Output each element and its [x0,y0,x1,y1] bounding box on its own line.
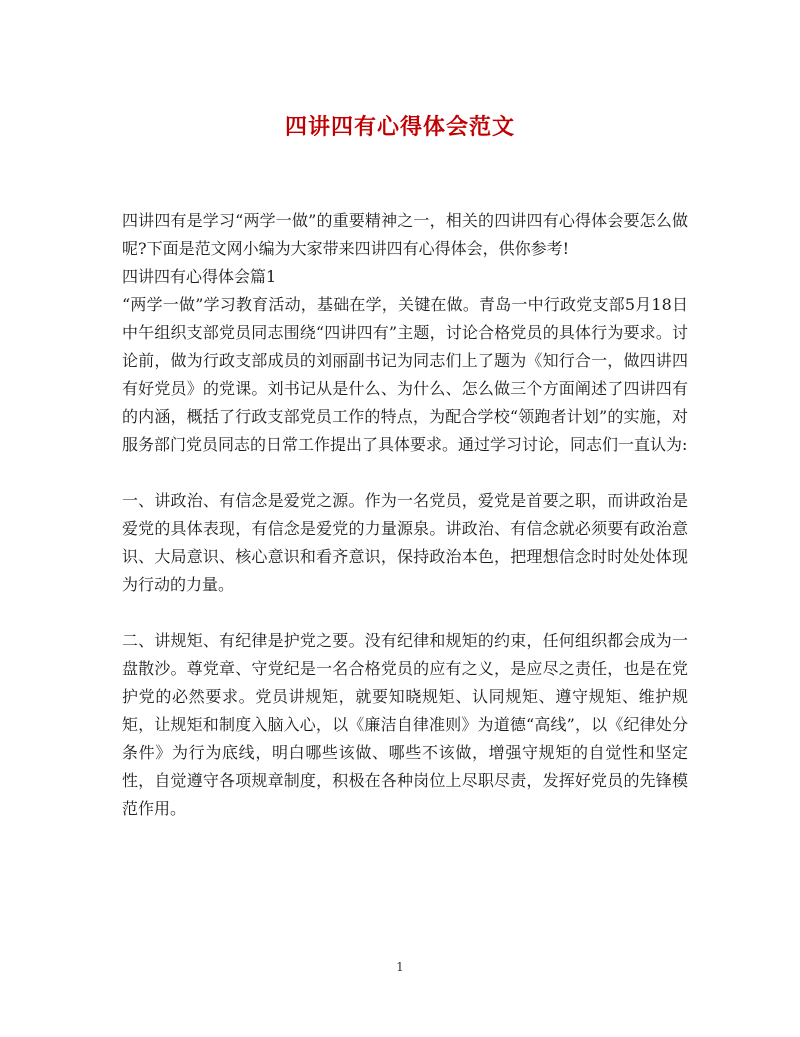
page-number: 1 [396,960,404,974]
body-paragraph: 二、讲规矩、有纪律是护党之要。没有纪律和规矩的约束，任何组织都会成为一盘散沙。尊党章、守党纪是一名合格党员的应有之义，是应尽之责任，也是在党护党的必然要求。党员讲规矩，就要知晓规矩、认同规矩、遵守规矩、维护规矩，让规矩和制度入脑入心，以《廉洁自律准则》为道德“高线”，以《纪律处分条件》为行为底线，明白哪些该做、哪些不该做，增强守规矩的自觉性和坚定性，自觉遵守各项规章制度，积极在各种岗位上尽职尽责，发挥好党员的先锋模范作用。 [122,631,688,818]
section-heading: 四讲四有心得体会篇1 [122,267,277,286]
body-paragraph: 一、讲政治、有信念是爱党之源。作为一名党员，爱党是首要之职，而讲政治是爱党的具体表现，有信念是爱党的力量源泉。讲政治、有信念就必须要有政治意识、大局意识、核心意识和看齐意识，保持政治本色，把理想信念时时处处体现为行动的力量。 [122,491,688,594]
document-title: 四讲四有心得体会范文 [284,114,515,140]
body-paragraph: “两学一做”学习教育活动，基础在学，关键在做。青岛一中行政党支部5月18日中午组织支部党员同志围绕“四讲四有”主题，讨论合格党员的具体行为要求。讨论前，做为行政支部成员的刘丽副书记为同志们上了题为《知行合一，做四讲四有好党员》的党课。刘书记从是什么、为什么、怎么做三个方面阐述了四讲四有的内涵，概括了行政支部党员工作的特点，为配合学校“领跑者计划”的实施，对服务部门党员同志的日常工作提出了具体要求。通过学习讨论，同志们一直认为: [122,295,688,454]
intro-paragraph: 四讲四有是学习“两学一做”的重要精神之一，相关的四讲四有心得体会要怎么做呢?下面是范文网小编为大家带来四讲四有心得体会，供你参考! [122,211,688,258]
paragraph-gap [122,599,688,627]
document-body [122,207,688,823]
paragraph-gap [122,459,688,487]
